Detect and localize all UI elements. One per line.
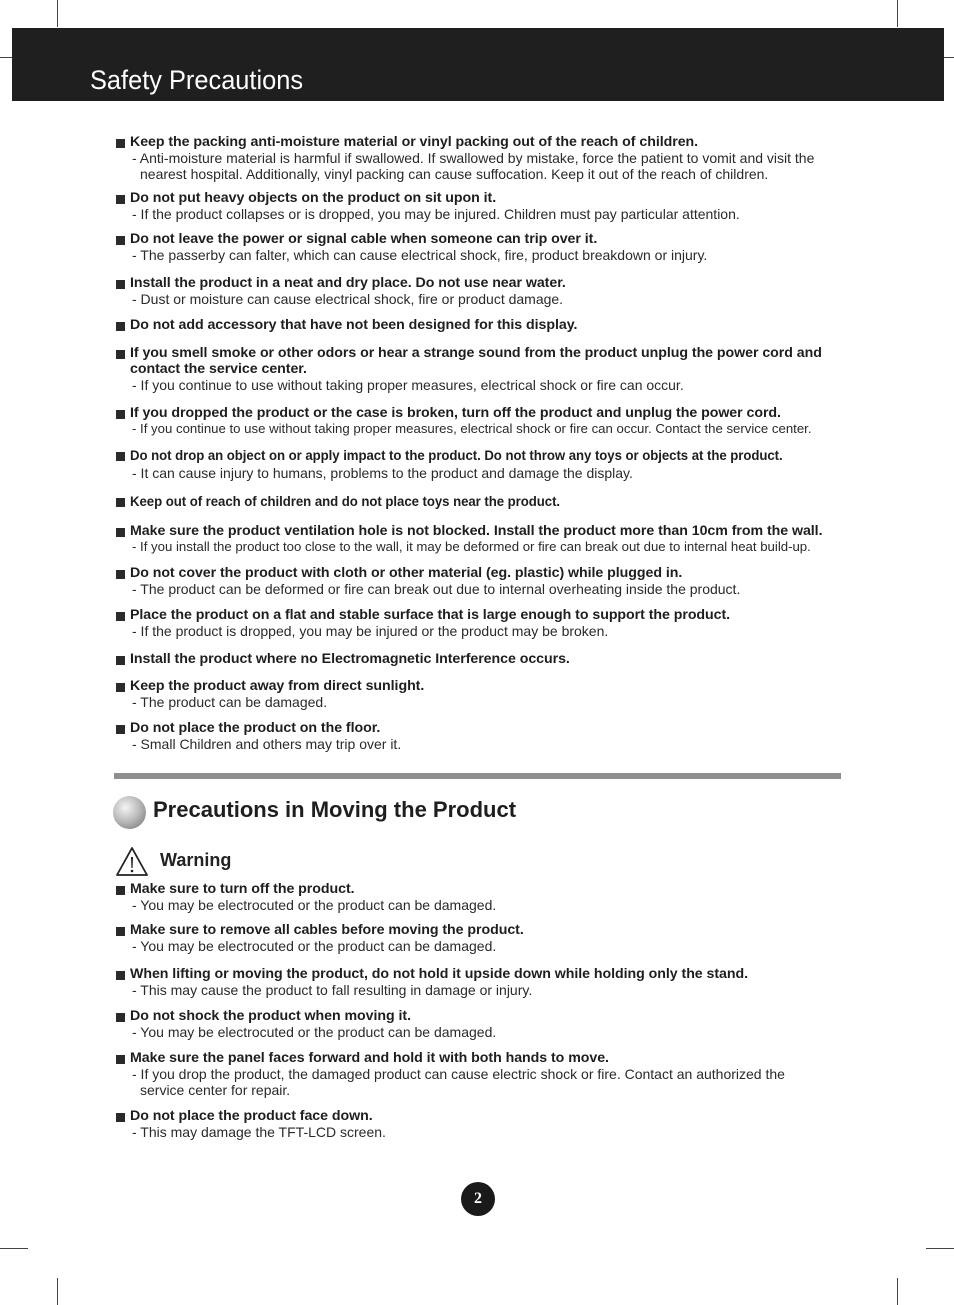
section-divider bbox=[114, 773, 841, 779]
item-description: - Dust or moisture can cause electrical shock, fire or product damage. bbox=[132, 291, 564, 307]
list-item bbox=[115, 275, 845, 307]
list-item bbox=[115, 651, 845, 667]
list-item bbox=[115, 881, 845, 913]
item-heading: If you dropped the product or the case is broken, turn off the product and unplug the power cord. bbox=[130, 405, 781, 421]
item-heading: Keep the packing anti-moisture material or vinyl packing out of the reach of children. bbox=[130, 134, 699, 150]
crop-mark bbox=[0, 57, 12, 58]
item-heading: Keep out of reach of children and do not place toys near the product. bbox=[130, 494, 561, 510]
item-description: - The product can be deformed or fire can break out due to internal overheating inside the product. bbox=[132, 581, 741, 597]
page-number: 2 bbox=[461, 1182, 495, 1216]
item-heading: Install the product in a neat and dry place. Do not use near water. bbox=[130, 275, 566, 291]
item-heading: Do not leave the power or signal cable when someone can trip over it. bbox=[130, 231, 598, 247]
list-item bbox=[115, 678, 845, 710]
crop-mark bbox=[57, 0, 58, 27]
bullet-icon bbox=[116, 236, 125, 245]
list-item bbox=[115, 317, 845, 333]
item-heading: Do not drop an object on or apply impact to the product. Do not throw any toys or objects at the product. bbox=[130, 448, 783, 464]
moving-list bbox=[115, 881, 845, 1140]
bullet-icon bbox=[116, 612, 125, 621]
item-description: - If you install the product too close to the wall, it may be deformed or fire can break out due to internal heat build-up. bbox=[132, 539, 811, 554]
section-sphere-icon bbox=[113, 796, 146, 829]
list-item bbox=[115, 523, 845, 555]
bullet-icon bbox=[116, 498, 125, 507]
item-description: - You may be electrocuted or the product can be damaged. bbox=[132, 1024, 497, 1040]
item-heading: Do not place the product face down. bbox=[130, 1108, 373, 1124]
bullet-icon bbox=[116, 971, 125, 980]
bullet-icon bbox=[116, 725, 125, 734]
crop-mark bbox=[944, 57, 954, 58]
item-description: - If the product is dropped, you may be injured or the product may be broken. bbox=[132, 623, 609, 639]
item-heading: Make sure the product ventilation hole is not blocked. Install the product more than 10cm from the wall. bbox=[130, 523, 823, 539]
bullet-icon bbox=[116, 139, 125, 148]
item-description: - This may cause the product to fall resulting in damage or injury. bbox=[132, 982, 533, 998]
list-item bbox=[115, 607, 845, 639]
list-item bbox=[115, 231, 845, 263]
item-heading: Install the product where no Electromagnetic Interference occurs. bbox=[130, 651, 570, 667]
item-heading: Do not shock the product when moving it. bbox=[130, 1008, 411, 1024]
bullet-icon bbox=[116, 1055, 125, 1064]
header-bar bbox=[12, 28, 944, 101]
item-description: - This may damage the TFT-LCD screen. bbox=[132, 1124, 386, 1140]
bullet-icon bbox=[116, 683, 125, 692]
bullet-icon bbox=[116, 570, 125, 579]
bullet-icon bbox=[116, 452, 125, 461]
warning-icon bbox=[115, 846, 149, 878]
item-description: - If you drop the product, the damaged product can cause electric shock or fire. Contact an authorized the service center for repair. bbox=[132, 1066, 785, 1098]
bullet-icon bbox=[116, 410, 125, 419]
bullet-icon bbox=[116, 1113, 125, 1122]
safety-list bbox=[115, 134, 845, 752]
bullet-icon bbox=[116, 350, 125, 359]
list-item bbox=[115, 966, 845, 998]
bullet-icon bbox=[116, 280, 125, 289]
item-heading: Do not place the product on the floor. bbox=[130, 720, 381, 736]
item-heading: When lifting or moving the product, do not hold it upside down while holding only the stand. bbox=[130, 966, 749, 982]
crop-mark bbox=[0, 1248, 28, 1249]
item-heading: If you smell smoke or other odors or hear a strange sound from the product unplug the power cord and contact the service center. bbox=[130, 345, 822, 377]
list-item bbox=[115, 447, 845, 481]
item-description: - The product can be damaged. bbox=[132, 694, 328, 710]
warning-label: Warning bbox=[160, 850, 232, 870]
list-item bbox=[115, 1008, 845, 1040]
item-heading: Do not put heavy objects on the product on sit upon it. bbox=[130, 190, 497, 206]
list-item bbox=[115, 720, 845, 752]
item-heading: Do not add accessory that have not been designed for this display. bbox=[130, 317, 578, 333]
item-description: - If the product collapses or is dropped, you may be injured. Children must pay particular attention. bbox=[132, 206, 740, 222]
item-description: - You may be electrocuted or the product can be damaged. bbox=[132, 938, 497, 954]
list-item bbox=[115, 405, 845, 437]
bullet-icon bbox=[116, 886, 125, 895]
item-description: - You may be electrocuted or the product can be damaged. bbox=[132, 897, 497, 913]
item-heading: Keep the product away from direct sunlight. bbox=[130, 678, 425, 694]
list-item bbox=[115, 345, 845, 393]
section-title: Precautions in Moving the Product bbox=[153, 797, 517, 822]
item-heading: Make sure the panel faces forward and hold it with both hands to move. bbox=[130, 1050, 609, 1066]
item-heading: Make sure to turn off the product. bbox=[130, 881, 355, 897]
list-item bbox=[115, 1108, 845, 1140]
list-item bbox=[115, 493, 845, 511]
item-heading: Do not cover the product with cloth or other material (eg. plastic) while plugged in. bbox=[130, 565, 683, 581]
crop-mark bbox=[926, 1248, 954, 1249]
bullet-icon bbox=[116, 195, 125, 204]
list-item bbox=[115, 565, 845, 597]
bullet-icon bbox=[116, 528, 125, 537]
item-description: - Anti-moisture material is harmful if swallowed. If swallowed by mistake, force the patient to vomit and visit the nearest hospital. Additionally, vinyl packing can cause suffocation. Keep it out of the reach of children. bbox=[132, 150, 815, 182]
item-description: - The passerby can falter, which can cause electrical shock, fire, product breakdown or injury. bbox=[132, 247, 708, 263]
list-item bbox=[115, 134, 845, 182]
item-heading: Place the product on a flat and stable surface that is large enough to support the product. bbox=[130, 607, 731, 623]
crop-mark bbox=[897, 0, 898, 27]
page-title: Safety Precautions bbox=[90, 65, 304, 95]
item-description: - Small Children and others may trip over it. bbox=[132, 736, 402, 752]
item-description: - If you continue to use without taking proper measures, electrical shock or fire can occur. bbox=[132, 377, 684, 393]
bullet-icon bbox=[116, 322, 125, 331]
list-item bbox=[115, 922, 845, 954]
item-description: - It can cause injury to humans, problems to the product and damage the display. bbox=[132, 465, 633, 481]
item-description: - If you continue to use without taking proper measures, electrical shock or fire can occur. Contact the service center. bbox=[132, 421, 812, 436]
crop-mark bbox=[897, 1278, 898, 1305]
crop-mark bbox=[57, 1278, 58, 1305]
list-item bbox=[115, 1050, 845, 1098]
bullet-icon bbox=[116, 1013, 125, 1022]
list-item bbox=[115, 190, 845, 222]
bullet-icon bbox=[116, 656, 125, 665]
bullet-icon bbox=[116, 927, 125, 936]
item-heading: Make sure to remove all cables before moving the product. bbox=[130, 922, 524, 938]
